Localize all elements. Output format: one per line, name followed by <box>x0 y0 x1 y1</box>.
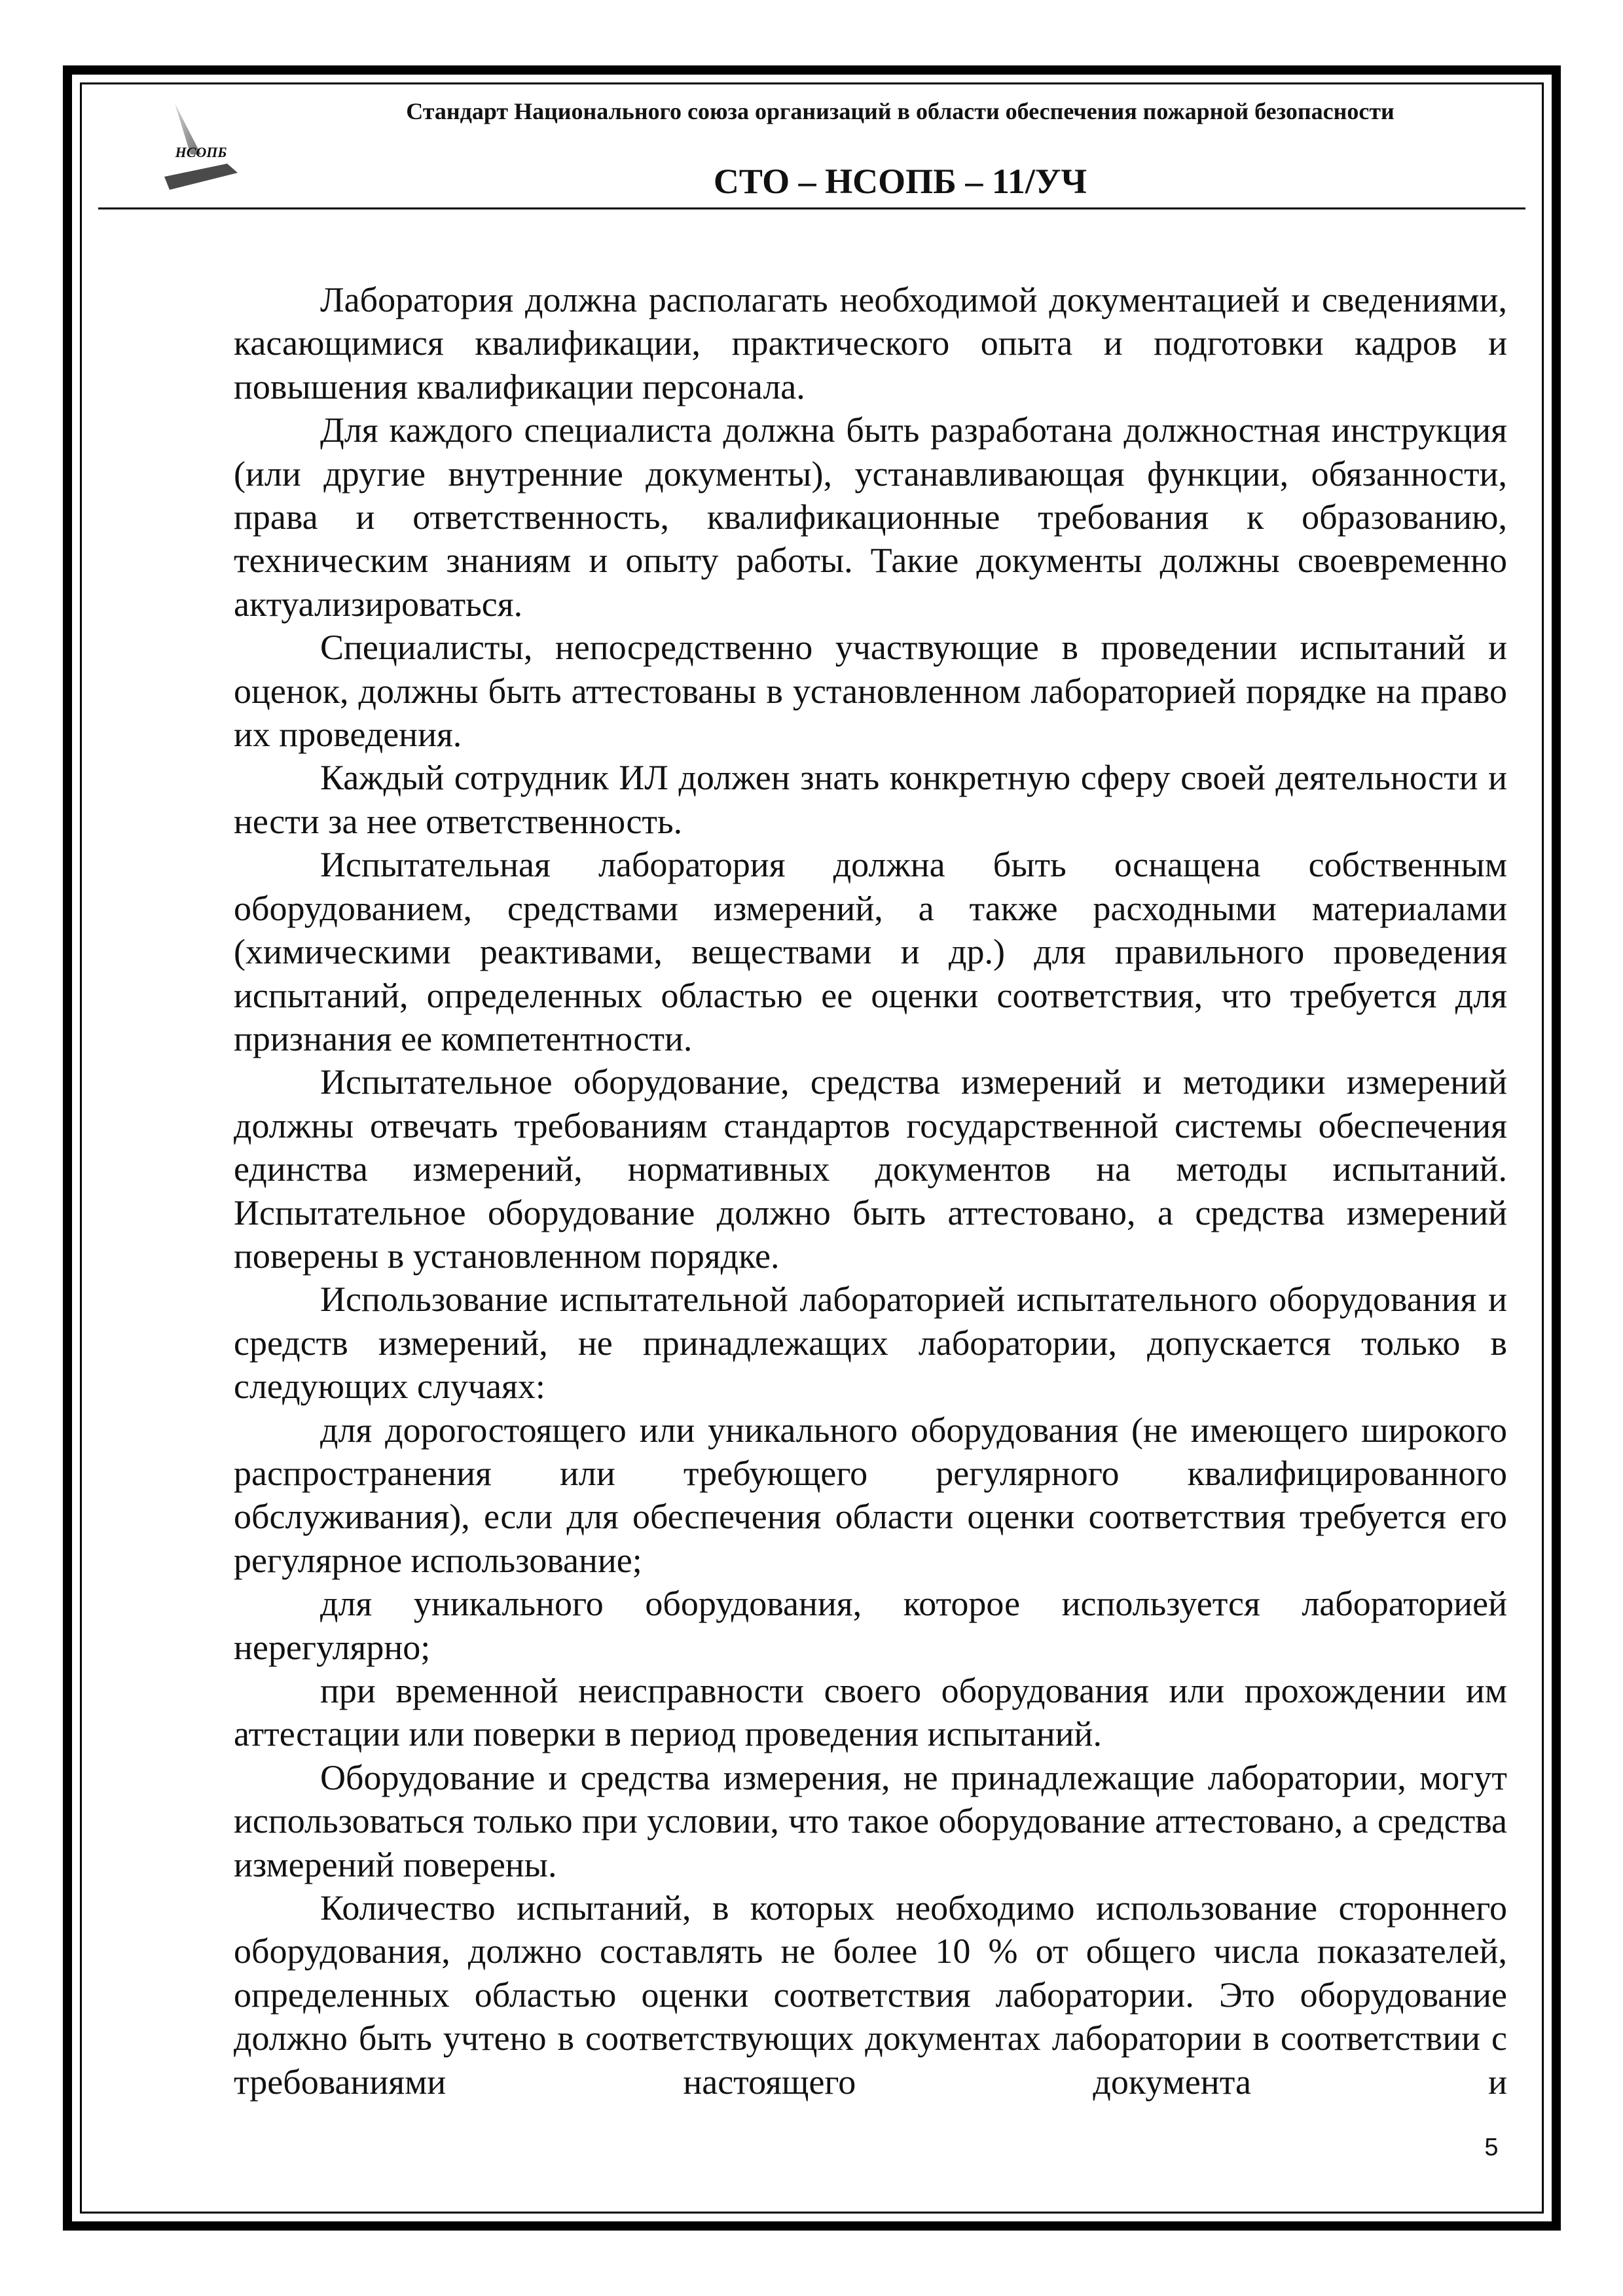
paragraph: Специалисты, непосредственно участвующие в проведении испытаний и оценок, должны быть аттестованы в установленном лабораторией порядке на право их проведения. <box>234 628 1507 755</box>
header-org-name: Стандарт Национального союза организаций в области обеспечения пожарной безопасности <box>406 98 1395 124</box>
paragraph: Оборудование и средства измерения, не принадлежащие лаборатории, могут использоваться только при условии, что такое оборудование аттестовано, а средства измерений поверены. <box>234 1757 1507 1884</box>
body-text <box>234 278 1507 2104</box>
paragraph: Каждый сотрудник ИЛ должен знать конкретную сферу своей деятельности и нести за нее ответственность. <box>234 758 1507 841</box>
paragraph: Испытательное оборудование, средства измерений и методики измерений должны отвечать требованиям стандартов государственной системы обеспечения единства измерений, нормативных документов на методы испытаний. Испытательное оборудование должно быть аттестовано, а средства измерений поверены в установленном порядке. <box>234 1062 1507 1276</box>
nsopb-logo-icon <box>160 103 249 192</box>
header-divider <box>98 207 1525 209</box>
document-code: СТО – НСОПБ – 11/УЧ <box>713 162 1087 201</box>
logo-text: НСОПБ <box>175 144 227 160</box>
list-paragraph: для дорогостоящего или уникального оборудования (не имеющего широкого распространения или требующего регулярного квалифицированного обслуживания), если для обеспечения области оценки соответствия требуется его регулярное использование; <box>234 1410 1507 1580</box>
list-paragraph: для уникального оборудования, которое используется лабораторией нерегулярно; <box>234 1584 1507 1667</box>
paragraph: Количество испытаний, в которых необходимо использование стороннего оборудования, должно составлять не более 10 % от общего числа показателей, определенных областью оценки соответствия лаборатории. Это оборудование должно быть учтено в соответствующих документах лаборатории в соответствии с требованиями настоящего документа и <box>234 1888 1507 2102</box>
paragraph: Для каждого специалиста должна быть разработана должностная инструкция (или другие внутренние документы), устанавливающая функции, обязанности, права и ответственность, квалификационные требования к образованию, техническим знаниям и опыту работы. Такие документы должны своевременно актуализироваться. <box>234 410 1507 624</box>
page-number: 5 <box>1484 2134 1499 2161</box>
list-paragraph: при временной неисправности своего оборудования или прохождении им аттестации или поверки в период проведения испытаний. <box>234 1671 1507 1754</box>
paragraph: Использование испытательной лабораторией испытательного оборудования и средств измерений, не принадлежащих лаборатории, допускается только в следующих случаях: <box>234 1280 1507 1407</box>
paragraph: Испытательная лаборатория должна быть оснащена собственным оборудованием, средствами измерений, а также расходными материалами (химическими реактивами, веществами и др.) для правильного проведения испытаний, определенных областью ее оценки соответствия, что требуется для признания ее компетентности. <box>234 845 1507 1058</box>
paragraph: Лаборатория должна располагать необходимой документацией и сведениями, касающимися квалификации, практического опыта и подготовки кадров и повышения квалификации персонала. <box>234 280 1507 406</box>
